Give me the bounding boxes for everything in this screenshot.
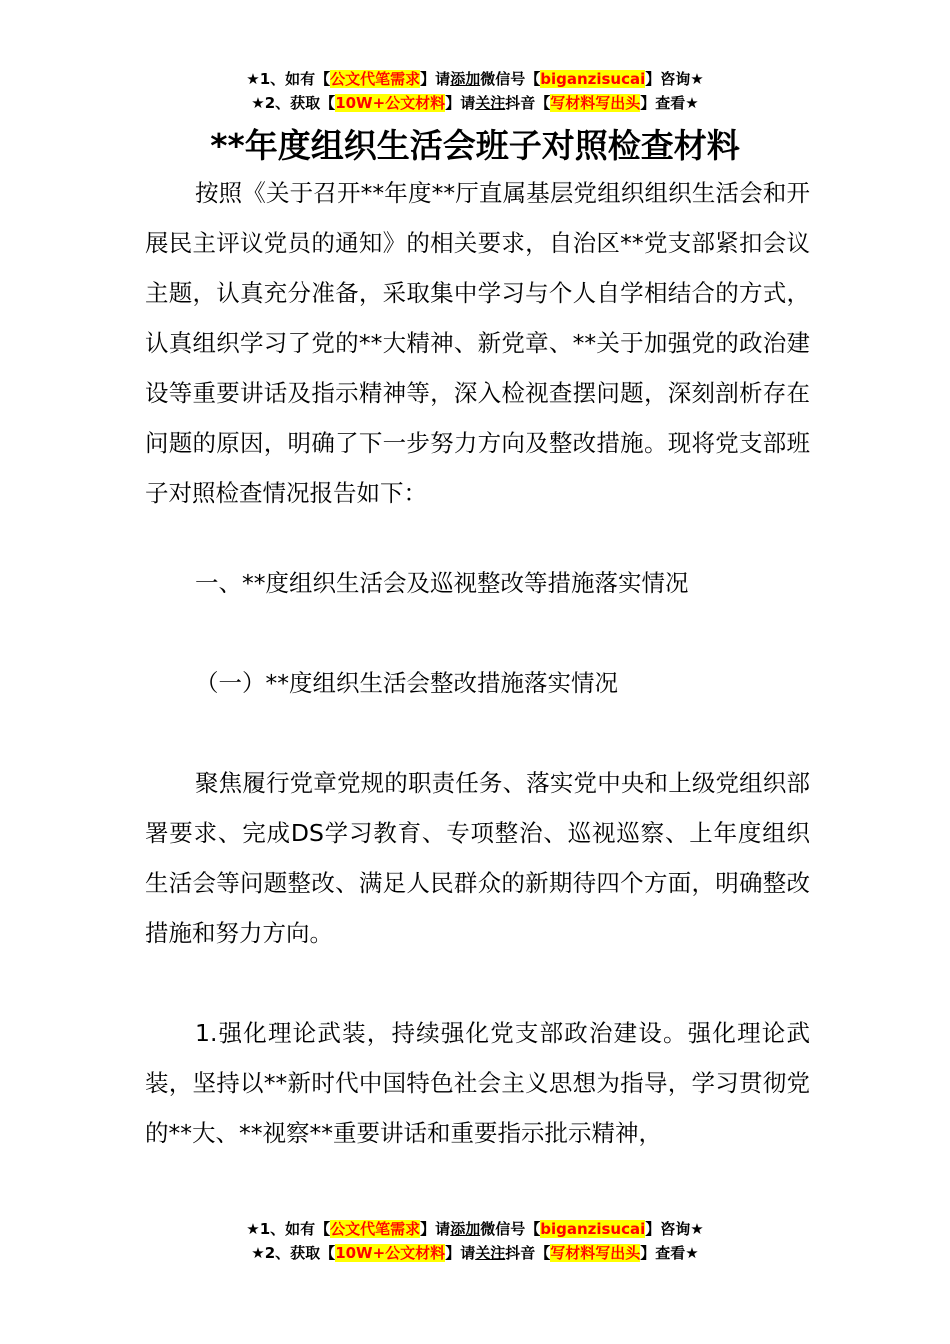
- promo-underlined: 关注: [475, 1244, 506, 1262]
- promo-highlight: biganzisucai: [540, 70, 646, 88]
- promo-highlight: 10W+公文材料: [335, 1244, 446, 1262]
- promo-highlight: 写材料写出头: [550, 94, 641, 112]
- promo-text: 微信号【: [480, 70, 541, 88]
- document-title: **年度组织生活会班子对照检查材料: [210, 126, 740, 165]
- subsection-heading: （一）**度组织生活会整改措施落实情况: [195, 669, 618, 697]
- promo-text: 】请: [445, 94, 476, 112]
- promo-text: 微信号【: [480, 1220, 541, 1238]
- promo-text: ★1、如有【: [246, 70, 331, 88]
- promo-text: 】请: [420, 1220, 451, 1238]
- promo-underlined: 关注: [475, 94, 506, 112]
- promo-highlight: 10W+公文材料: [335, 94, 446, 112]
- promo-text: 抖音【: [505, 1244, 551, 1262]
- promo-text: 】查看★: [640, 94, 699, 112]
- promo-text: 抖音【: [505, 94, 551, 112]
- promo-text: 】请: [420, 70, 451, 88]
- promo-text: 】查看★: [640, 1244, 699, 1262]
- promo-text: ★2、获取【: [251, 94, 336, 112]
- promo-text: ★2、获取【: [251, 1244, 336, 1262]
- intro-paragraph: 按照《关于召开**年度**厅直属基层党组织组织生活会和开展民主评议党员的通知》的相关要求，自治区**党支部紧扣会议主题，认真充分准备，采取集中学习与个人自学相结合的方式，认真组织学习了党的**大精神、新党章、**关于加强党的政治建设等重要讲话及指示精神等，深入检视查摆问题，深刻剖析存在问题的原因，明确了下一步努力方向及整改措施。现将党支部班子对照检查情况报告如下：: [145, 179, 810, 507]
- promo-underlined: 添加: [450, 1220, 481, 1238]
- body-paragraph: 1.强化理论武装，持续强化党支部政治建设。强化理论武装，坚持以**新时代中国特色社会主义思想为指导，学习贯彻党的**大、**视察**重要讲话和重要指示批示精神，: [145, 1019, 810, 1147]
- promo-underlined: 添加: [450, 70, 481, 88]
- promo-line-2: [0, 1242, 950, 1266]
- promo-text: ★1、如有【: [246, 1220, 331, 1238]
- promo-header: [0, 68, 950, 116]
- promo-highlight: 公文代笔需求: [330, 70, 421, 88]
- promo-highlight: 公文代笔需求: [330, 1220, 421, 1238]
- promo-text: 】咨询★: [645, 70, 704, 88]
- body-paragraph: 聚焦履行党章党规的职责任务、落实党中央和上级党组织部署要求、完成DS学习教育、专项整治、巡视巡察、上年度组织生活会等问题整改、满足人民群众的新期待四个方面，明确整改措施和努力方向。: [145, 769, 810, 947]
- section-heading: 一、**度组织生活会及巡视整改等措施落实情况: [195, 569, 689, 597]
- promo-line-2: [0, 92, 950, 116]
- document-body: [145, 168, 810, 1158]
- promo-text: 】请: [445, 1244, 476, 1262]
- promo-highlight: biganzisucai: [540, 1220, 646, 1238]
- promo-highlight: 写材料写出头: [550, 1244, 641, 1262]
- promo-line-1: [0, 68, 950, 92]
- promo-footer: [0, 1218, 950, 1266]
- promo-line-1: [0, 1218, 950, 1242]
- promo-text: 】咨询★: [645, 1220, 704, 1238]
